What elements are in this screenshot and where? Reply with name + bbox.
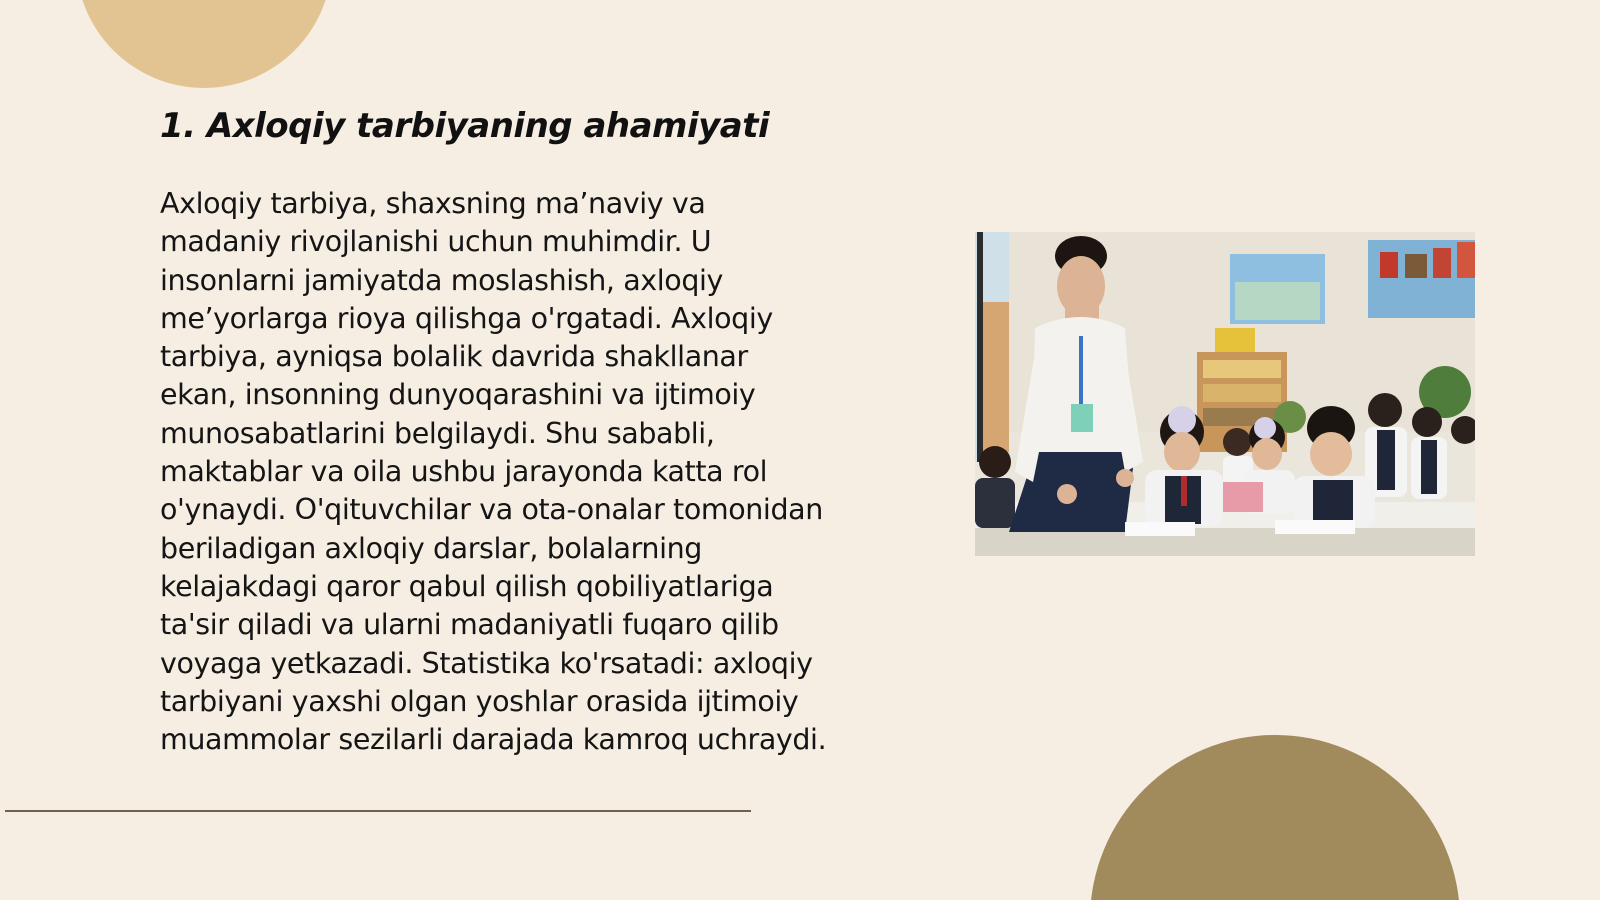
classroom-photo [975, 232, 1475, 556]
decorative-circle-top [76, 0, 332, 88]
decorative-circle-bottom [1090, 735, 1460, 900]
divider-line [5, 810, 751, 812]
slide-title: 1. Axloqiy tarbiyaning ahamiyati [160, 106, 770, 146]
slide-paragraph: Axloqiy tarbiya, shaxsning ma’naviy va madaniy rivojlanishi uchun muhimdir. U insonlarni jamiyatda moslashish, axloqiy me’yorlarga rioya qilishga o'rgatadi. Axloqiy tarbiya, ayniqsa bolalik davrida shakllanar ekan, insonning dunyoqarashini va ijtimoiy munosabatlarini belgilaydi. Shu sababli, maktablar va oila ushbu jarayonda katta rol o'ynaydi. O'qituvchilar va ota-onalar tomonidan beriladigan axloqiy darslar, bolalarning kelajakdagi qaror qabul qilish qobiliyatlariga ta'sir qiladi va ularni madaniyatli fuqaro qilib voyaga yetkazadi. Statistika ko'rsatadi: axloqiy tarbiyani yaxshi olgan yoshlar orasida ijtimoiy muammolar sezilarli darajada kamroq uchraydi. [160, 187, 827, 757]
